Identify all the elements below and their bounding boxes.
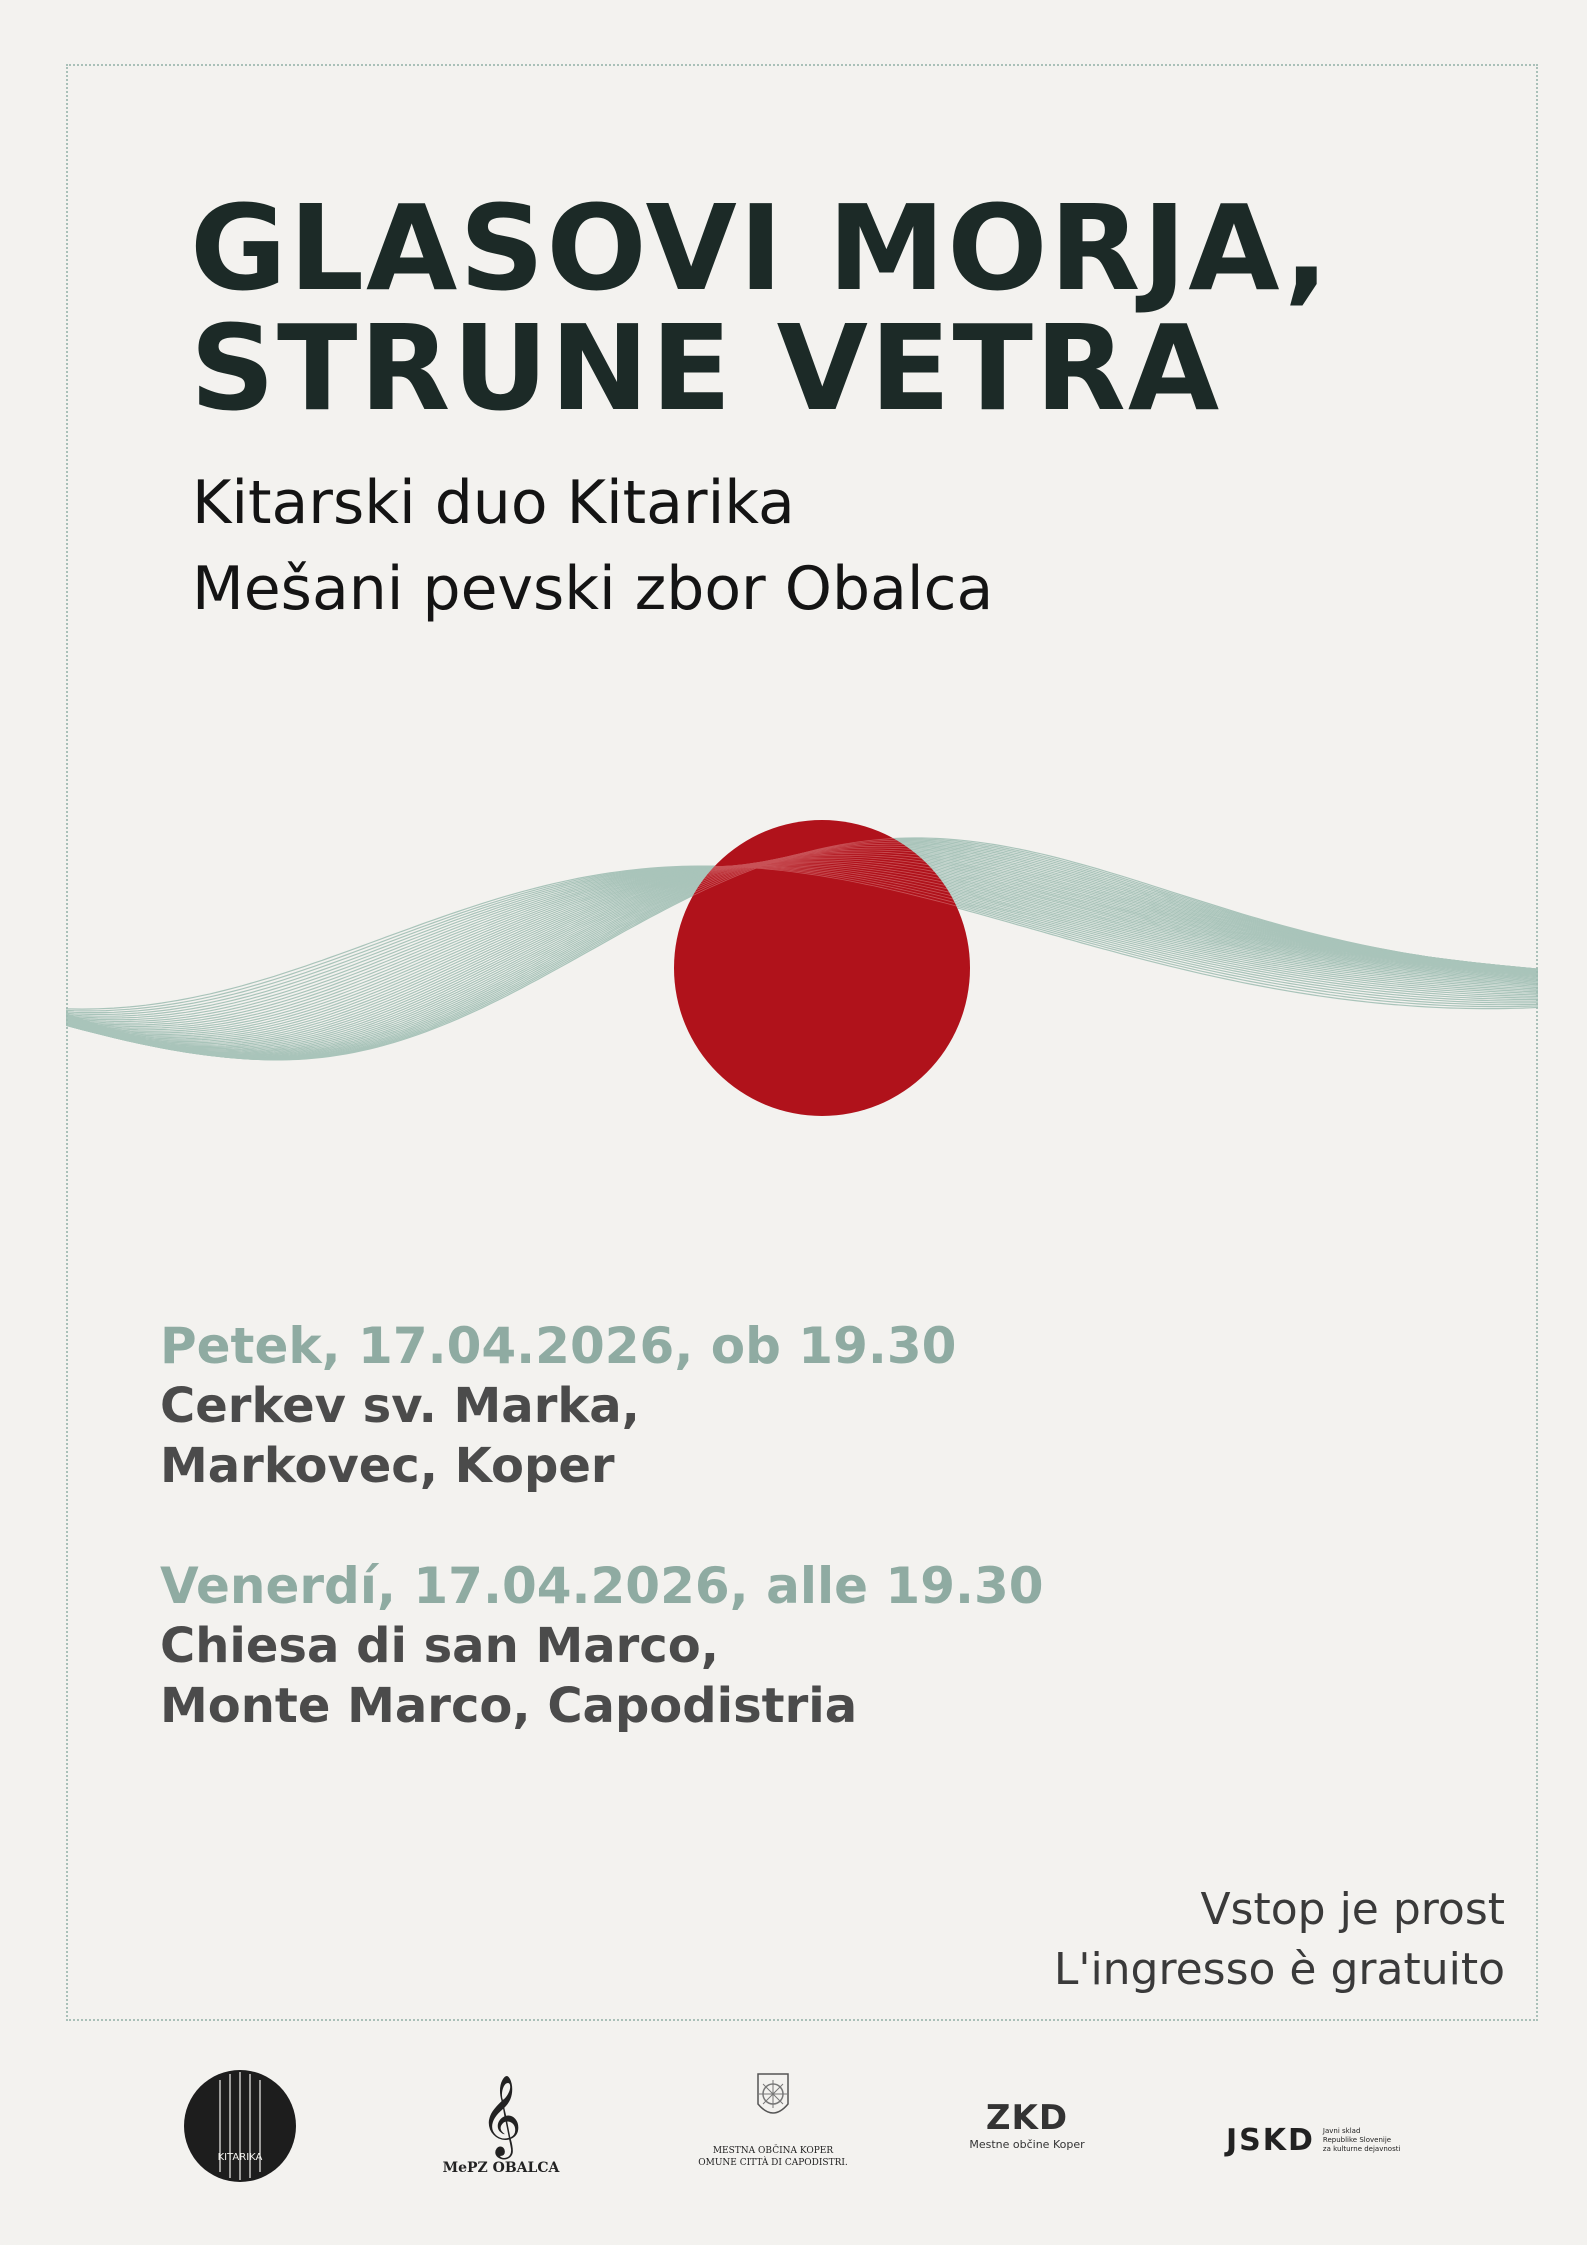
treble-clef-icon: 𝄞 [480, 2074, 522, 2156]
event-venue-line-2: Monte Marco, Capodistria [160, 1678, 858, 1734]
jskd-logo-sub [1323, 2127, 1401, 2154]
jskd-sub-line-1: Javni sklad [1322, 2126, 1361, 2135]
obalca-logo [426, 2060, 576, 2220]
sponsor-logos [66, 2060, 1538, 2220]
free-entry-notice [1054, 1880, 1505, 2000]
jskd-sub-line-2: Republike Slovenije [1322, 2135, 1392, 2144]
event-date: Petek, 17.04.2026, ob 19.30 [160, 1317, 957, 1375]
koper-municipality-logo [678, 2060, 868, 2220]
wave-illustration [66, 760, 1538, 1120]
title-line-1: GLASOVI MORJA, [190, 179, 1331, 317]
event-date: Venerdí, 17.04.2026, alle 19.30 [160, 1557, 1044, 1615]
event-slovenian [160, 1316, 956, 1496]
entry-it: L'ingresso è gratuito [1053, 1944, 1505, 1995]
title-line-2: STRUNE VETRA [190, 299, 1222, 437]
entry-sl: Vstop je prost [1200, 1884, 1505, 1935]
zkd-logo-sub: Mestne občine Koper [969, 2138, 1085, 2151]
jskd-sub-line-3: za kulturne dejavnosti [1322, 2144, 1401, 2153]
koper-crest-icon [678, 2060, 868, 2140]
kitarika-logo [180, 2060, 300, 2220]
performer-2: Mešani pevski zbor Obalca [192, 554, 994, 624]
koper-logo-line-1: MESTNA OBČINA KOPER [712, 2146, 834, 2156]
performers [192, 460, 993, 632]
event-venue-line-1: Chiesa di san Marco, [160, 1618, 719, 1674]
jskd-logo-mark: JSKD [1226, 2122, 1315, 2158]
obalca-logo-text: MePZ OBALCA [442, 2160, 560, 2176]
event-venue-line-1: Cerkev sv. Marka, [160, 1378, 640, 1434]
koper-logo-line-2: OMUNE CITTÀ DI CAPODISTRI. [698, 2158, 848, 2168]
poster-title [190, 179, 1331, 437]
kitarika-logo-text: KITARIKA [217, 2152, 263, 2163]
event-venue-line-2: Markovec, Koper [160, 1438, 615, 1494]
jskd-logo [1226, 2060, 1426, 2220]
event-italian [160, 1556, 1044, 1736]
zkd-logo-mark: ZKD [985, 2098, 1069, 2138]
zkd-logo [962, 2060, 1092, 2220]
performer-1: Kitarski duo Kitarika [192, 468, 795, 538]
